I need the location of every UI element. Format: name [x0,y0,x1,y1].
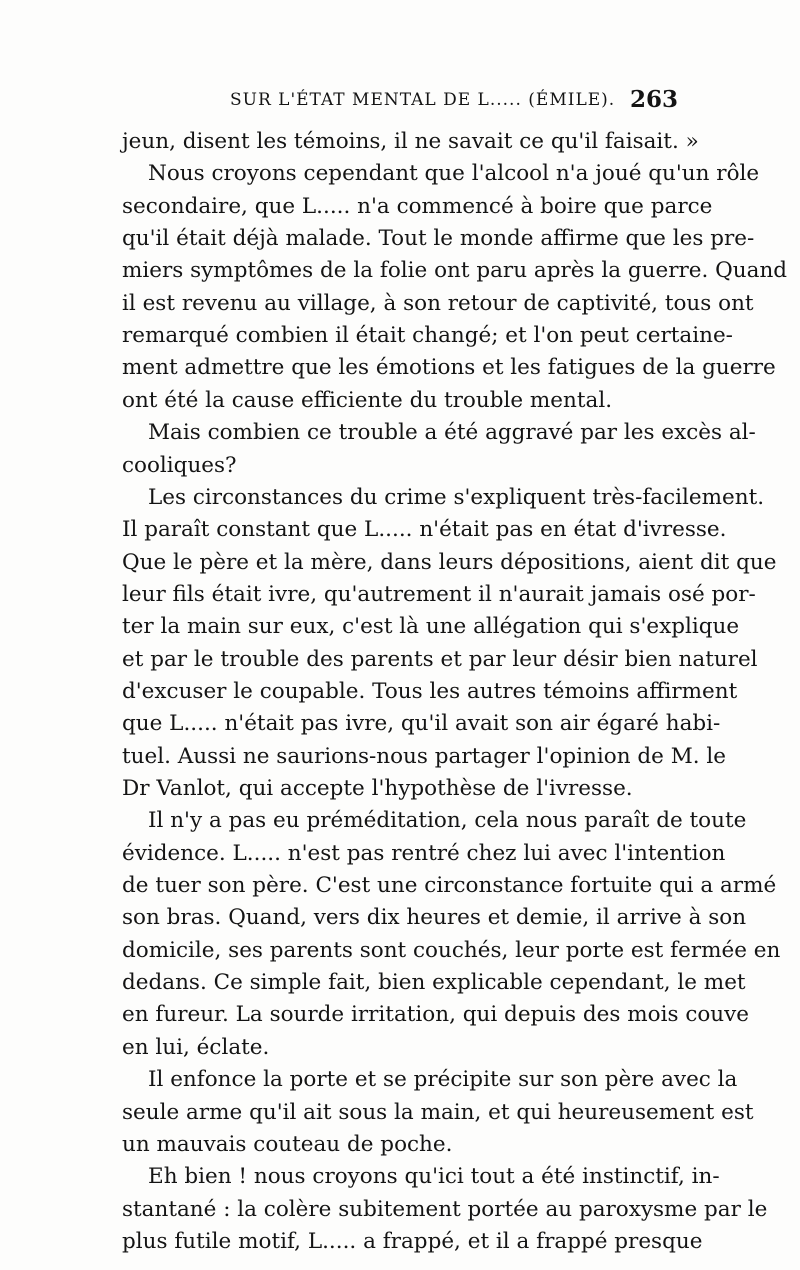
text-line: plus futile motif, L..... a frappé, et il a frappé presque [122,1228,703,1254]
page-number: 263 [629,86,678,113]
text-line: ment admettre que les émotions et les fatigues de la guerre [122,355,776,381]
text-line: Les circonstances du crime s'expliquent très-facilement. [148,484,765,510]
text-line: Eh bien ! nous croyons qu'ici tout a été instinctif, in- [148,1164,720,1190]
text-line: domicile, ses parents sont couchés, leur porte est fermée en [122,937,781,963]
text-line: d'excuser le coupable. Tous les autres témoins affirment [122,678,738,704]
text-line: Mais combien ce trouble a été aggravé par les excès al- [148,420,756,446]
text-line: leur fils était ivre, qu'autrement il n'aurait jamais osé por- [122,581,756,607]
running-head [122,86,678,116]
text-line: un mauvais couteau de poche. [122,1131,453,1157]
text-line: remarqué combien il était changé; et l'on peut certaine- [122,323,733,349]
text-line: jeun, disent les témoins, il ne savait ce qu'il faisait. » [122,129,699,154]
text-line: tuel. Aussi ne saurions-nous partager l'opinion de M. le [122,743,726,769]
text-line: que L..... n'était pas ivre, qu'il avait son air égaré habi- [122,711,721,737]
text-line: Que le père et la mère, dans leurs dépositions, aient dit que [122,549,777,575]
text-line: et par le trouble des parents et par leur désir bien naturel [122,646,758,672]
text-line: dedans. Ce simple fait, bien explicable cependant, le met [122,970,746,996]
text-line: Il enfonce la porte et se précipite sur son père avec la [148,1067,738,1093]
text-line: Dr Vanlot, qui accepte l'hypothèse de l'ivresse. [122,776,633,801]
text-line: stantané : la colère subitement portée au paroxysme par le [122,1196,768,1222]
text-line: Il paraît constant que L..... n'était pas en état d'ivresse. [122,517,727,543]
text-line: secondaire, que L..... n'a commencé à boire que parce [122,193,713,219]
text-line: de tuer son père. C'est une circonstance fortuite qui a armé [122,873,777,899]
running-title: SUR L'ÉTAT MENTAL DE L..... (ÉMILE). [230,90,616,110]
text-line: évidence. L..... n'est pas rentré chez lui avec l'intention [122,840,726,866]
text-line: qu'il était déjà malade. Tout le monde affirme que les pre- [122,226,755,252]
text-line: en lui, éclate. [122,1034,270,1060]
text-line: ter la main sur eux, c'est là une allégation qui s'explique [122,614,740,640]
text-line: il est revenu au village, à son retour de captivité, tous ont [122,290,754,316]
text-line: cooliques? [122,452,237,478]
text-line: son bras. Quand, vers dix heures et demie, il arrive à son [122,905,747,931]
text-line: miers symptômes de la folie ont paru après la guerre. Quand [122,258,788,284]
text-line: seule arme qu'il ait sous la main, et qui heureusement est [122,1099,754,1125]
text-line: ont été la cause efficiente du trouble mental. [122,387,613,413]
text-line: en fureur. La sourde irritation, qui depuis des mois couve [122,1002,750,1028]
text-line: Nous croyons cependant que l'alcool n'a joué qu'un rôle [148,161,760,187]
text-line: Il n'y a pas eu préméditation, cela nous paraît de toute [148,808,747,834]
